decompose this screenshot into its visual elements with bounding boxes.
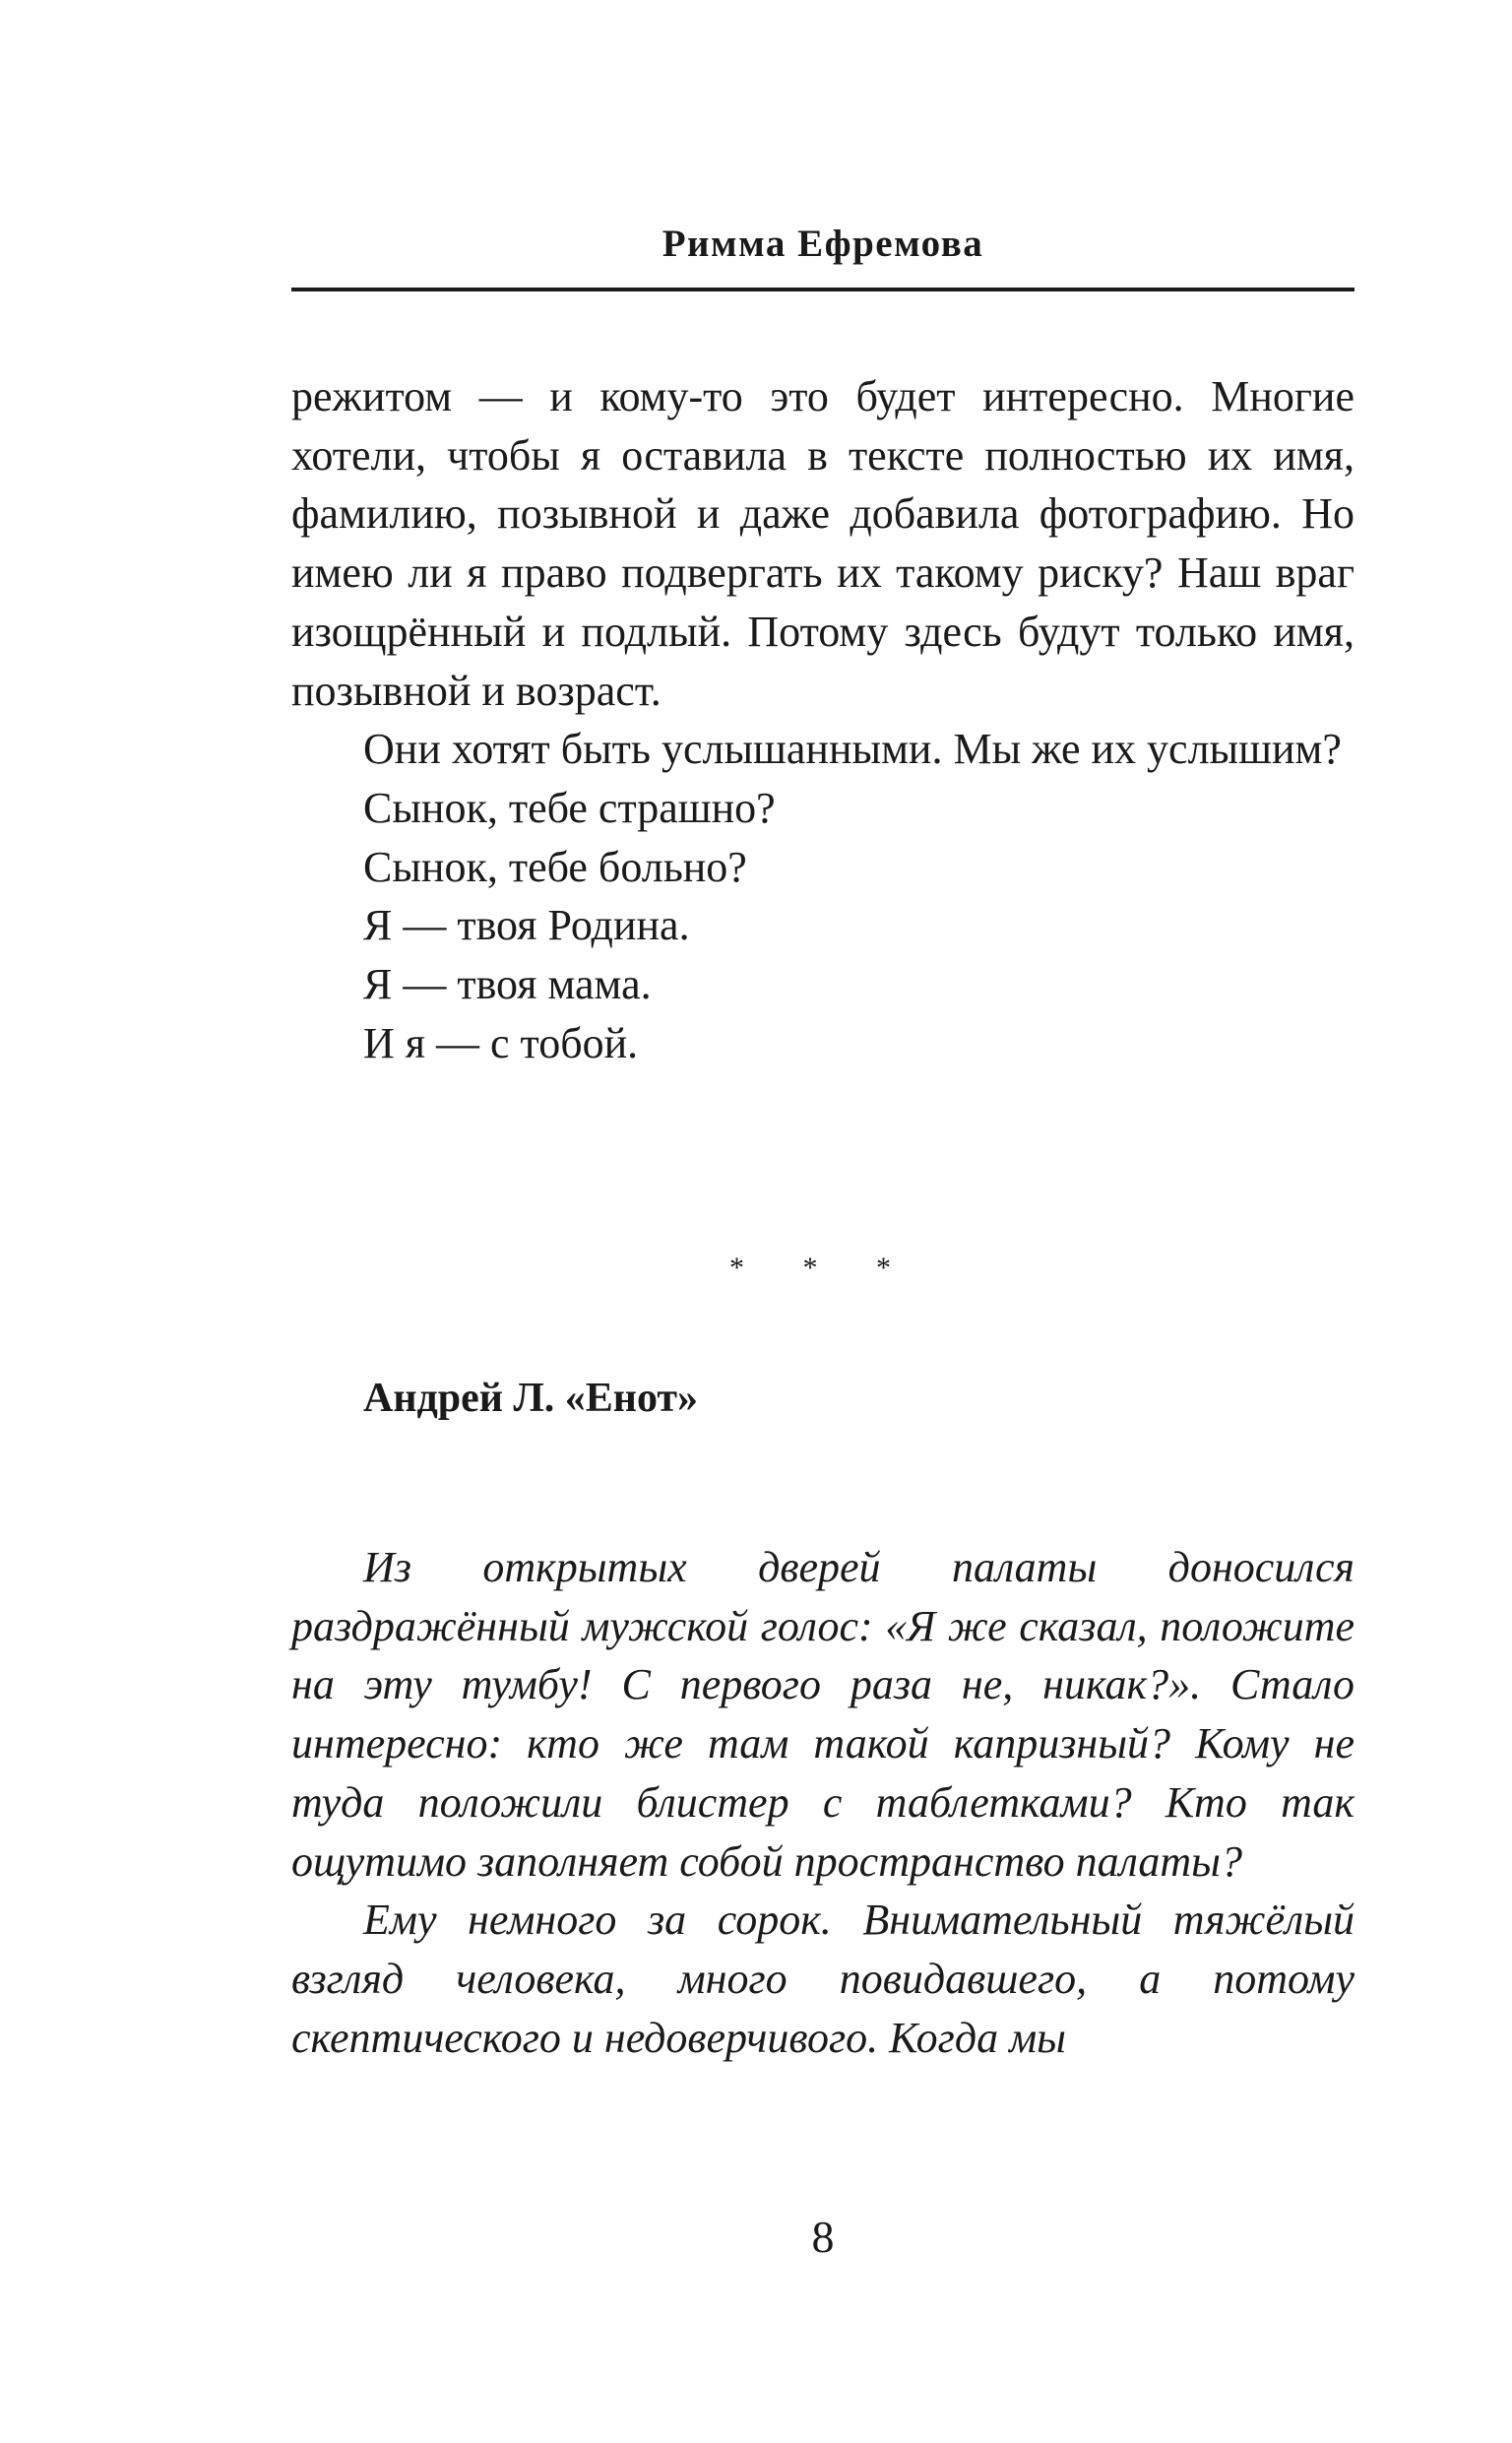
paragraph: Они хотят быть услышанными. Мы же их услышим? xyxy=(363,725,1342,774)
running-head-author: Римма Ефремова xyxy=(662,223,984,265)
verse-line: Я — твоя Родина. xyxy=(363,901,690,950)
body-text-block xyxy=(291,367,1354,1072)
paragraph: Ему немного за сорок. Внимательный тяжёлый взгляд человека, много повидавшего, а потому скептического и недоверчивого. Когда мы xyxy=(291,1896,1354,2062)
header-rule xyxy=(291,288,1354,291)
verse-line: Я — твоя мама. xyxy=(363,960,652,1009)
section-separator: * * * xyxy=(729,1252,916,1284)
verse-line: И я — с тобой. xyxy=(363,1018,639,1067)
verse-line: Сынок, тебе страшно? xyxy=(363,783,776,832)
page-number: 8 xyxy=(811,2212,835,2262)
italic-text-block xyxy=(291,1538,1354,2067)
verse-line: Сынок, тебе больно? xyxy=(363,842,747,891)
paragraph: Из открытых дверей палаты доносился раздражённый мужской голос: «Я же сказал, положите на эту тумбу! С первого раза не, никак?». Стало интересно: кто же там такой капризный? Кому не туда положили блистер с таблетками? Кто так ощутимо заполняет собой пространство палаты? xyxy=(291,1543,1354,1886)
section-heading: Андрей Л. «Енот» xyxy=(363,1376,699,1421)
paragraph-continued: режитом — и кому-то это будет интересно. Многие хотели, чтобы я оставила в тексте полностью их имя, фамилию, позывной и даже добавила фотографию. Но имею ли я право подвергать их такому риску? Наш враг изощрённый и подлый. Потому здесь будут только имя, позывной и возраст. xyxy=(291,372,1354,715)
